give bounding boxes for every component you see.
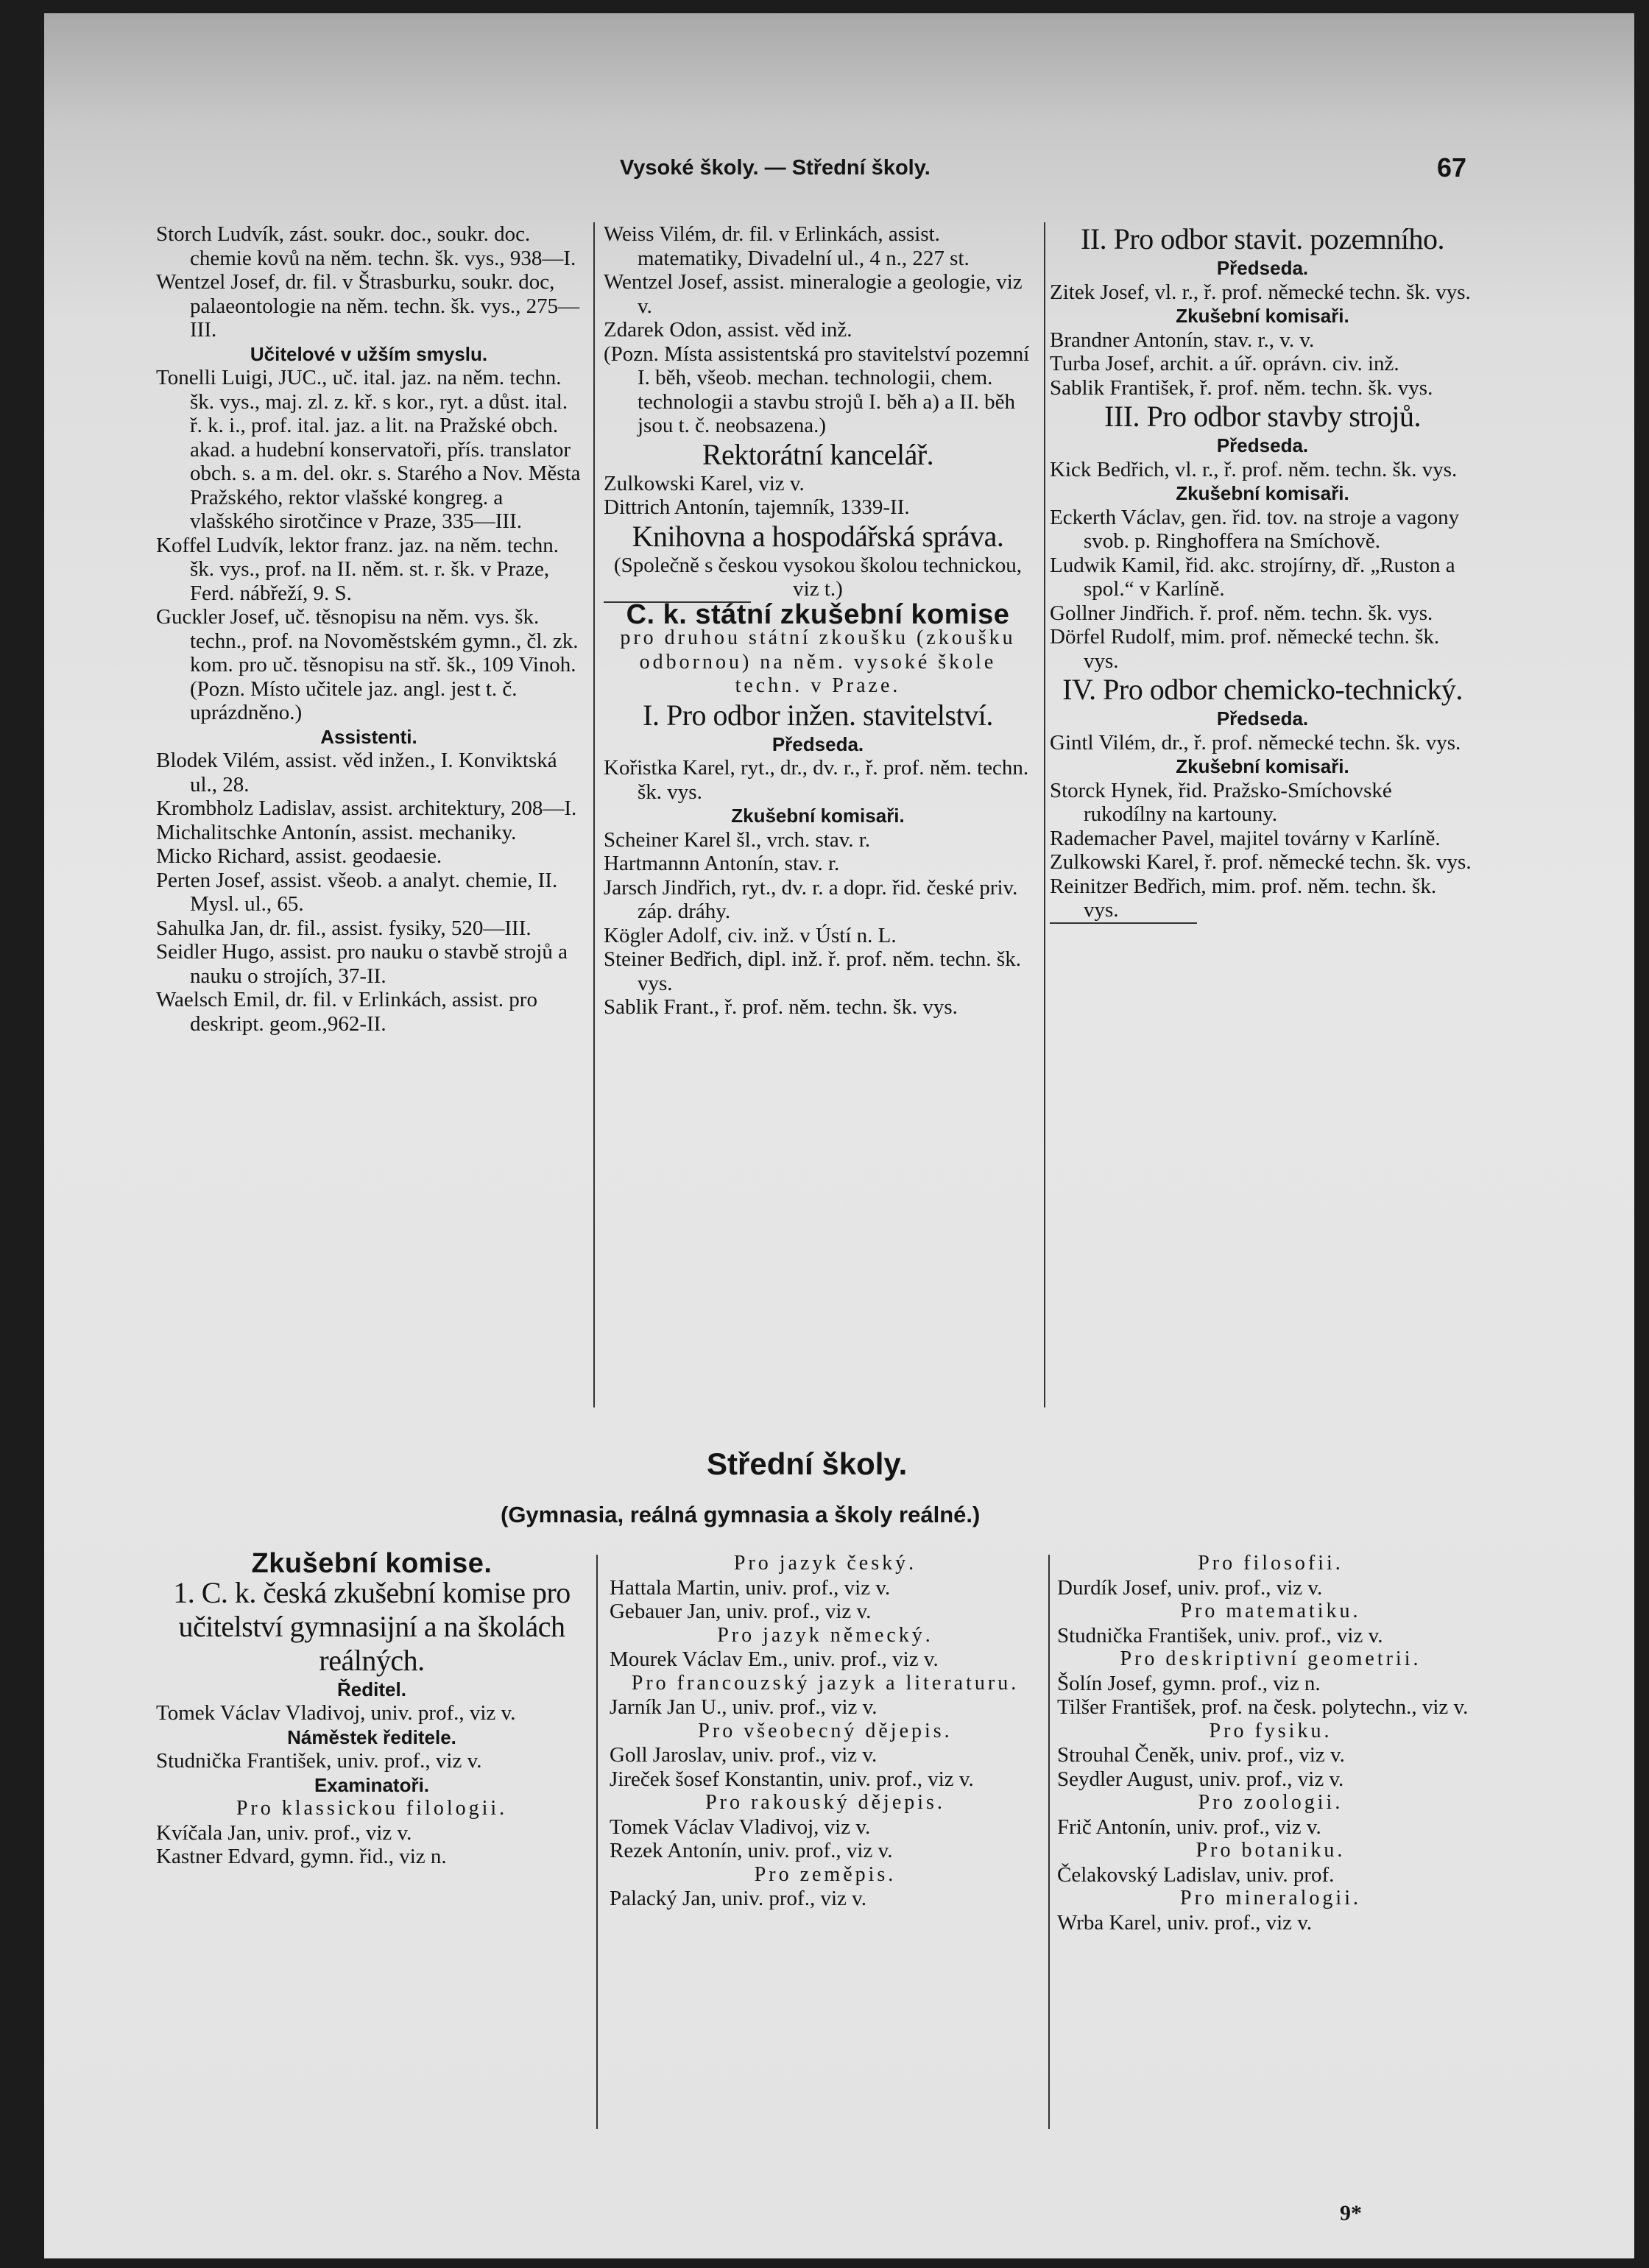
note: (Společně s českou vysokou školou technickou, viz t.) <box>613 553 1023 601</box>
subject-heading: Pro zoologii. <box>1198 1791 1343 1814</box>
entry: Mourek Václav Em., univ. prof., viz v. <box>610 1647 939 1671</box>
section-heading: C. k. státní zkušební komise <box>626 598 1010 630</box>
subject-heading: Pro matematiku. <box>1180 1600 1361 1622</box>
entry: Rezek Antonín, univ. prof., viz v. <box>610 1839 893 1862</box>
entry: Weiss Vilém, dr. fil. v Erlinkách, assist. matematiky, Divadelní ul., 4 n., 227 st. <box>604 222 970 270</box>
subject-heading: Pro jazyk německý. <box>717 1623 933 1647</box>
divider-rule <box>1050 922 1197 924</box>
printer-signature: 9* <box>1340 2201 1362 2225</box>
entry: Zulkowski Karel, viz v. <box>604 471 805 495</box>
subject-heading: Pro filosofii. <box>1198 1552 1343 1575</box>
entry: Wentzel Josef, assist. mineralogie a geologie, viz v. <box>604 270 1023 318</box>
entry: Guckler Josef, uč. těsnopisu na něm. vys. šk. techn., prof. na Novoměstském gymn., čl. zk. kom. pro uč. těsnopisu na stř. šk., 109 Vinoh. (Pozn. Místo učitele jaz. angl. jest t. č. uprázdněno.) <box>156 605 579 724</box>
entry: Waelsch Emil, dr. fil. v Erlinkách, assist. pro deskript. geom.,962-II. <box>156 988 537 1036</box>
subject-heading: Pro botaniku. <box>1196 1839 1346 1862</box>
subject-heading: Pro zeměpis. <box>754 1862 897 1886</box>
subheading: Assistenti. <box>320 725 417 748</box>
subject-heading: Pro deskriptivní geometrii. <box>1120 1647 1422 1670</box>
entry: Gintl Vilém, dr., ř. prof. německé techn. šk. vys. <box>1050 730 1461 755</box>
subject-heading: Pro všeobecný dějepis. <box>698 1719 953 1742</box>
heading: III. Pro odbor stavby strojů. <box>1104 400 1421 433</box>
entry: Brandner Antonín, stav. r., v. v. <box>1050 328 1315 352</box>
entry: Sablik Frant., ř. prof. něm. techn. šk. vys. <box>604 995 958 1019</box>
subheading: Zkušební komisaři. <box>1176 755 1349 777</box>
subject-heading: Pro klassickou filologii. <box>236 1797 508 1820</box>
subject-heading: Pro jazyk český. <box>733 1552 917 1575</box>
entry: Storch Ludvík, zást. soukr. doc., soukr. doc. chemie kovů na něm. techn. šk. vys., 938—I. <box>156 222 576 270</box>
entry: Gollner Jindřich. ř. prof. něm. techn. šk. vys. <box>1050 601 1433 625</box>
entry: Krombholz Ladislav, assist. architektury, 208—I. <box>156 796 577 820</box>
subheading: Předseda. <box>1216 434 1309 456</box>
entry: Kvíčala Jan, univ. prof., viz v. <box>156 1820 412 1845</box>
entry: Eckerth Václav, gen. řid. tov. na stroje a vagony svob. p. Ringhoffera na Smíchově. <box>1050 505 1460 553</box>
subheading: Předseda. <box>771 732 864 755</box>
entry: Reinitzer Bedřich, mim. prof. něm. techn. šk. vys. <box>1050 874 1437 922</box>
entry: Studnička František, univ. prof., viz v. <box>156 1749 482 1773</box>
subject-heading: Pro francouzský jazyk a literaturu. <box>631 1671 1020 1695</box>
entry: Wrba Karel, univ. prof., viz v. <box>1057 1910 1313 1935</box>
entry: Seidler Hugo, assist. pro nauku o stavbě strojů a nauku o strojích, 37-II. <box>156 940 568 988</box>
entry: Jarník Jan U., univ. prof., viz v. <box>610 1695 878 1719</box>
entry: Frič Antonín, univ. prof., viz v. <box>1057 1815 1321 1839</box>
subheading: Zkušební komisaři. <box>1176 305 1349 327</box>
entry: Scheiner Karel šl., vrch. stav. r. <box>604 827 871 852</box>
entry: Michalitschke Antonín, assist. mechaniky. <box>156 820 517 844</box>
subheading: Předseda. <box>1216 257 1309 279</box>
subject-heading: Pro mineralogii. <box>1180 1887 1361 1910</box>
entry: Ludwik Kamil, řid. akc. strojírny, dř. „Ruston a spol.“ v Karlíně. <box>1050 553 1455 601</box>
heading: Rektorátní kancelář. <box>702 437 934 471</box>
spaced-note: pro druhou státní zkoušku (zkoušku odbornou) na něm. vysoké škole techn. v Praze. <box>620 626 1016 697</box>
section-heading: Zkušební komise. <box>251 1548 492 1579</box>
entry: Rademacher Pavel, majitel továrny v Karlíně. <box>1050 826 1441 850</box>
entry: Studnička František, univ. prof., viz v. <box>1057 1623 1383 1647</box>
column-divider <box>1048 1555 1050 2129</box>
entry: Storck Hynek, řid. Pražsko-Smíchovské rukodílny na kartouny. <box>1050 778 1392 826</box>
heading: Knihovna a hospodářská správa. <box>632 519 1004 553</box>
column-3 <box>1050 222 1475 924</box>
entry: Kick Bedřich, vl. r., ř. prof. něm. techn. šk. vys. <box>1050 457 1458 481</box>
subheading: Učitelové v užším smyslu. <box>250 342 488 365</box>
entry: Jarsch Jindřich, ryt., dv. r. a dopr. řid. české priv. záp. dráhy. <box>604 875 1018 923</box>
entry: Hattala Martin, univ. prof., viz v. <box>610 1575 891 1600</box>
heading: IV. Pro odbor chemicko-technický. <box>1062 673 1463 706</box>
heading: I. Pro odbor inžen. stavitelství. <box>643 698 993 732</box>
entry: Kastner Edvard, gymn. řid., viz n. <box>156 1845 447 1868</box>
subheading: Náměstek ředitele. <box>287 1725 456 1748</box>
column-2 <box>604 222 1032 1020</box>
entry: Sablik František, ř. prof. něm. techn. šk. vys. <box>1050 375 1433 400</box>
entry: Turba Josef, archit. a úř. oprávn. civ. inž. <box>1050 352 1399 375</box>
column-6 <box>1057 1552 1484 1935</box>
entry: Sahulka Jan, dr. fil., assist. fysiky, 520—III. <box>156 916 532 940</box>
subheading: Examinatoři. <box>314 1773 430 1796</box>
entry: Koffel Ludvík, lektor franz. jaz. na něm. techn. šk. vys., prof. na II. něm. st. r. šk. v Praze, Ferd. nábřeží, 9. S. <box>156 533 559 605</box>
entry: Šolín Josef, gymn. prof., viz n. <box>1057 1671 1321 1695</box>
entry: Kořistka Karel, ryt., dr., dv. r., ř. prof. něm. techn. šk. vys. <box>604 756 1029 804</box>
entry: Perten Josef, assist. všeob. a analyt. chemie, II. Mysl. ul., 65. <box>156 868 558 916</box>
entry: Wentzel Josef, dr. fil. v Štrasburku, soukr. doc, palaeontologie na něm. techn. šk. vys., 275—III. <box>156 270 580 342</box>
entry: Tilšer František, prof. na česk. polytechn., viz v. <box>1057 1695 1469 1719</box>
entry: Seydler August, univ. prof., viz v. <box>1057 1767 1344 1791</box>
page-number: 67 <box>1437 152 1467 183</box>
entry: Dittrich Antonín, tajemník, 1339-II. <box>604 495 910 519</box>
entry: (Pozn. Místa assistentská pro stavitelství pozemní I. běh, všeob. mechan. technologii, chem. technologii a stavbu strojů I. běh a) a II. běh jsou t. č. neobsazena.) <box>604 342 1030 437</box>
column-4 <box>156 1548 587 1869</box>
heading: II. Pro odbor stavit. pozemního. <box>1081 222 1444 255</box>
entry: Zitek Josef, vl. r., ř. prof. německé techn. šk. vys. <box>1050 280 1471 304</box>
entry: Dörfel Rudolf, mim. prof. německé techn. šk. vys. <box>1050 625 1440 673</box>
entry: Palacký Jan, univ. prof., viz v. <box>610 1887 866 1910</box>
entry: Hartmannn Antonín, stav. r. <box>604 852 840 875</box>
entry: Blodek Vilém, assist. věd inžen., I. Konviktská ul., 28. <box>156 749 557 796</box>
heading: 1. C. k. česká zkušební komise pro učitelství gymnasijní a na školách reálných. <box>173 1575 571 1677</box>
subject-heading: Pro rakouský dějepis. <box>705 1791 945 1814</box>
column-divider <box>596 1555 598 2129</box>
entry: Strouhal Čeněk, univ. prof., viz v. <box>1057 1743 1345 1767</box>
entry: Tomek Václav Vladivoj, univ. prof., viz v. <box>156 1701 516 1725</box>
entry: Jireček šosef Konstantin, univ. prof., viz v. <box>610 1767 974 1791</box>
column-divider <box>1044 222 1045 1407</box>
subheading: Ředitel. <box>337 1678 406 1700</box>
entry: Micko Richard, assist. geodaesie. <box>156 844 442 868</box>
section-title: Střední školy. <box>707 1446 908 1481</box>
entry: Čelakovský Ladislav, univ. prof. <box>1057 1862 1335 1887</box>
entry: Goll Jaroslav, univ. prof., viz v. <box>610 1743 878 1767</box>
entry: Tonelli Luigi, JUC., uč. ital. jaz. na něm. techn. šk. vys., maj. zl. z. kř. s kor., ryt. a důst. ital. ř. k. i., prof. ital. jaz. a lit. na Pražské obch. akad. a hudební konservatoři, přís. translator obch. s. a m. del. okr. s. Starého a Nov. Města Pražského, rektor vlašské kongreg. a vlašského sirotčince v Praze, 335—III. <box>156 366 581 533</box>
column-5 <box>610 1552 1041 1911</box>
entry: Zdarek Odon, assist. věd inž. <box>604 318 852 342</box>
column-1 <box>156 222 582 1036</box>
subheading: Zkušební komisaři. <box>1176 482 1349 504</box>
section-subtitle: (Gymnasia, reálná gymnasia a školy reálné.) <box>501 1502 981 1527</box>
entry: Tomek Václav Vladivoj, viz v. <box>610 1815 871 1839</box>
running-title: Vysoké školy. — Střední školy. <box>620 156 931 180</box>
entry: Kögler Adolf, civ. inž. v Ústí n. L. <box>604 923 897 947</box>
entry: Steiner Bedřich, dipl. inž. ř. prof. něm. techn. šk. vys. <box>604 947 1021 995</box>
entry: Durdík Josef, univ. prof., viz v. <box>1057 1575 1323 1600</box>
column-divider <box>593 222 595 1407</box>
entry: Zulkowski Karel, ř. prof. německé techn. šk. vys. <box>1050 850 1472 874</box>
entry: Gebauer Jan, univ. prof., viz v. <box>610 1600 872 1623</box>
subheading: Předseda. <box>1216 707 1309 729</box>
subheading: Zkušební komisaři. <box>731 805 905 827</box>
subject-heading: Pro fysiku. <box>1209 1719 1332 1742</box>
